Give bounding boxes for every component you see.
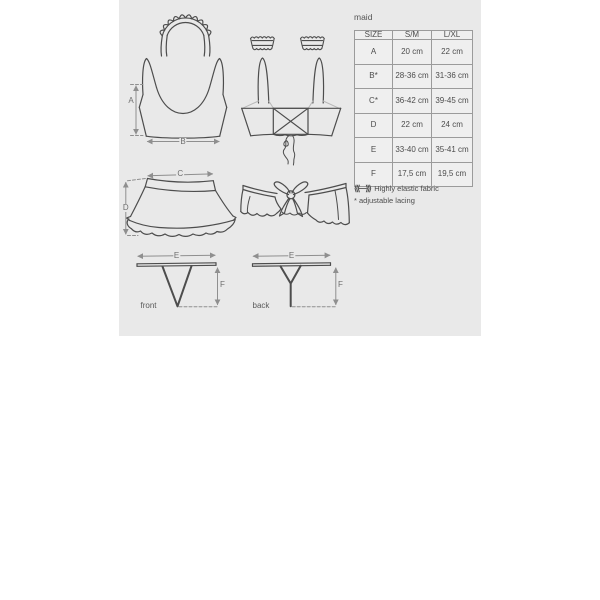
dim-label-f-back: F — [338, 280, 343, 289]
cuffs-drawing — [251, 37, 325, 50]
elastic-stretch-icon: ⟨⟨⟨―⟩⟩⟩ — [354, 184, 371, 193]
dim-label-d: D — [122, 203, 129, 212]
table-row: D 22 cm 24 cm — [355, 113, 473, 138]
waistband-bottom — [145, 187, 215, 192]
right-strap — [210, 59, 224, 95]
dim-label-b: B — [180, 136, 186, 146]
back-left-strap — [258, 58, 269, 103]
product-name: maid — [354, 12, 373, 22]
diagram-panel — [119, 0, 481, 336]
dimension-arrows — [126, 85, 336, 307]
table-row: F 17,5 cm 19,5 cm — [355, 162, 473, 187]
dim-label-f-front: F — [220, 280, 225, 289]
table-row: B* 28-36 cm 31-36 cm — [355, 64, 473, 89]
skirt-hem — [130, 220, 234, 228]
skirt-front-drawing — [127, 179, 237, 237]
size-table — [354, 30, 473, 187]
lace-strings — [283, 136, 294, 166]
waistband-top — [148, 179, 214, 183]
elastic-fabric-row — [354, 185, 479, 193]
top-front-drawing — [139, 59, 226, 139]
skirt-back-drawing — [241, 182, 349, 225]
dim-label-c: C — [177, 169, 184, 179]
headband-drawing — [160, 15, 211, 56]
headband-inner-arc — [167, 23, 204, 36]
table-row: C* 36-42 cm 39-45 cm — [355, 89, 473, 114]
dim-label-e-back: E — [288, 250, 295, 260]
elastic-fabric-label: Highly elastic fabric — [374, 184, 439, 194]
front-view-label: front — [140, 301, 157, 310]
back-right-strap — [313, 58, 324, 103]
neckline — [157, 88, 210, 114]
panties-front-drawing — [137, 263, 216, 307]
back-view-label: back — [252, 301, 270, 310]
left-strap — [143, 59, 157, 95]
dim-label-e-front: E — [173, 250, 180, 260]
col-header-lxl: L/XL — [432, 31, 473, 40]
sheer-mesh-lines — [243, 101, 340, 108]
table-header-row — [355, 31, 473, 40]
right-side-seam — [220, 107, 227, 136]
adjustable-lacing-note: * adjustable lacing — [354, 196, 415, 205]
panties-back-drawing — [253, 263, 331, 307]
col-header-size: SIZE — [355, 31, 393, 40]
thong-back-y — [281, 266, 301, 307]
col-header-sm: S/M — [393, 31, 432, 40]
left-side-seam — [139, 107, 146, 136]
legend — [354, 185, 479, 205]
table-row: E 33-40 cm 35-41 cm — [355, 138, 473, 163]
table-row: A 20 cm 22 cm — [355, 40, 473, 65]
top-back-drawing — [242, 58, 341, 165]
bow-left-tail — [280, 198, 291, 216]
thong-front-v — [163, 266, 192, 306]
lacing-cross — [273, 108, 308, 134]
dim-label-a: A — [128, 96, 134, 105]
